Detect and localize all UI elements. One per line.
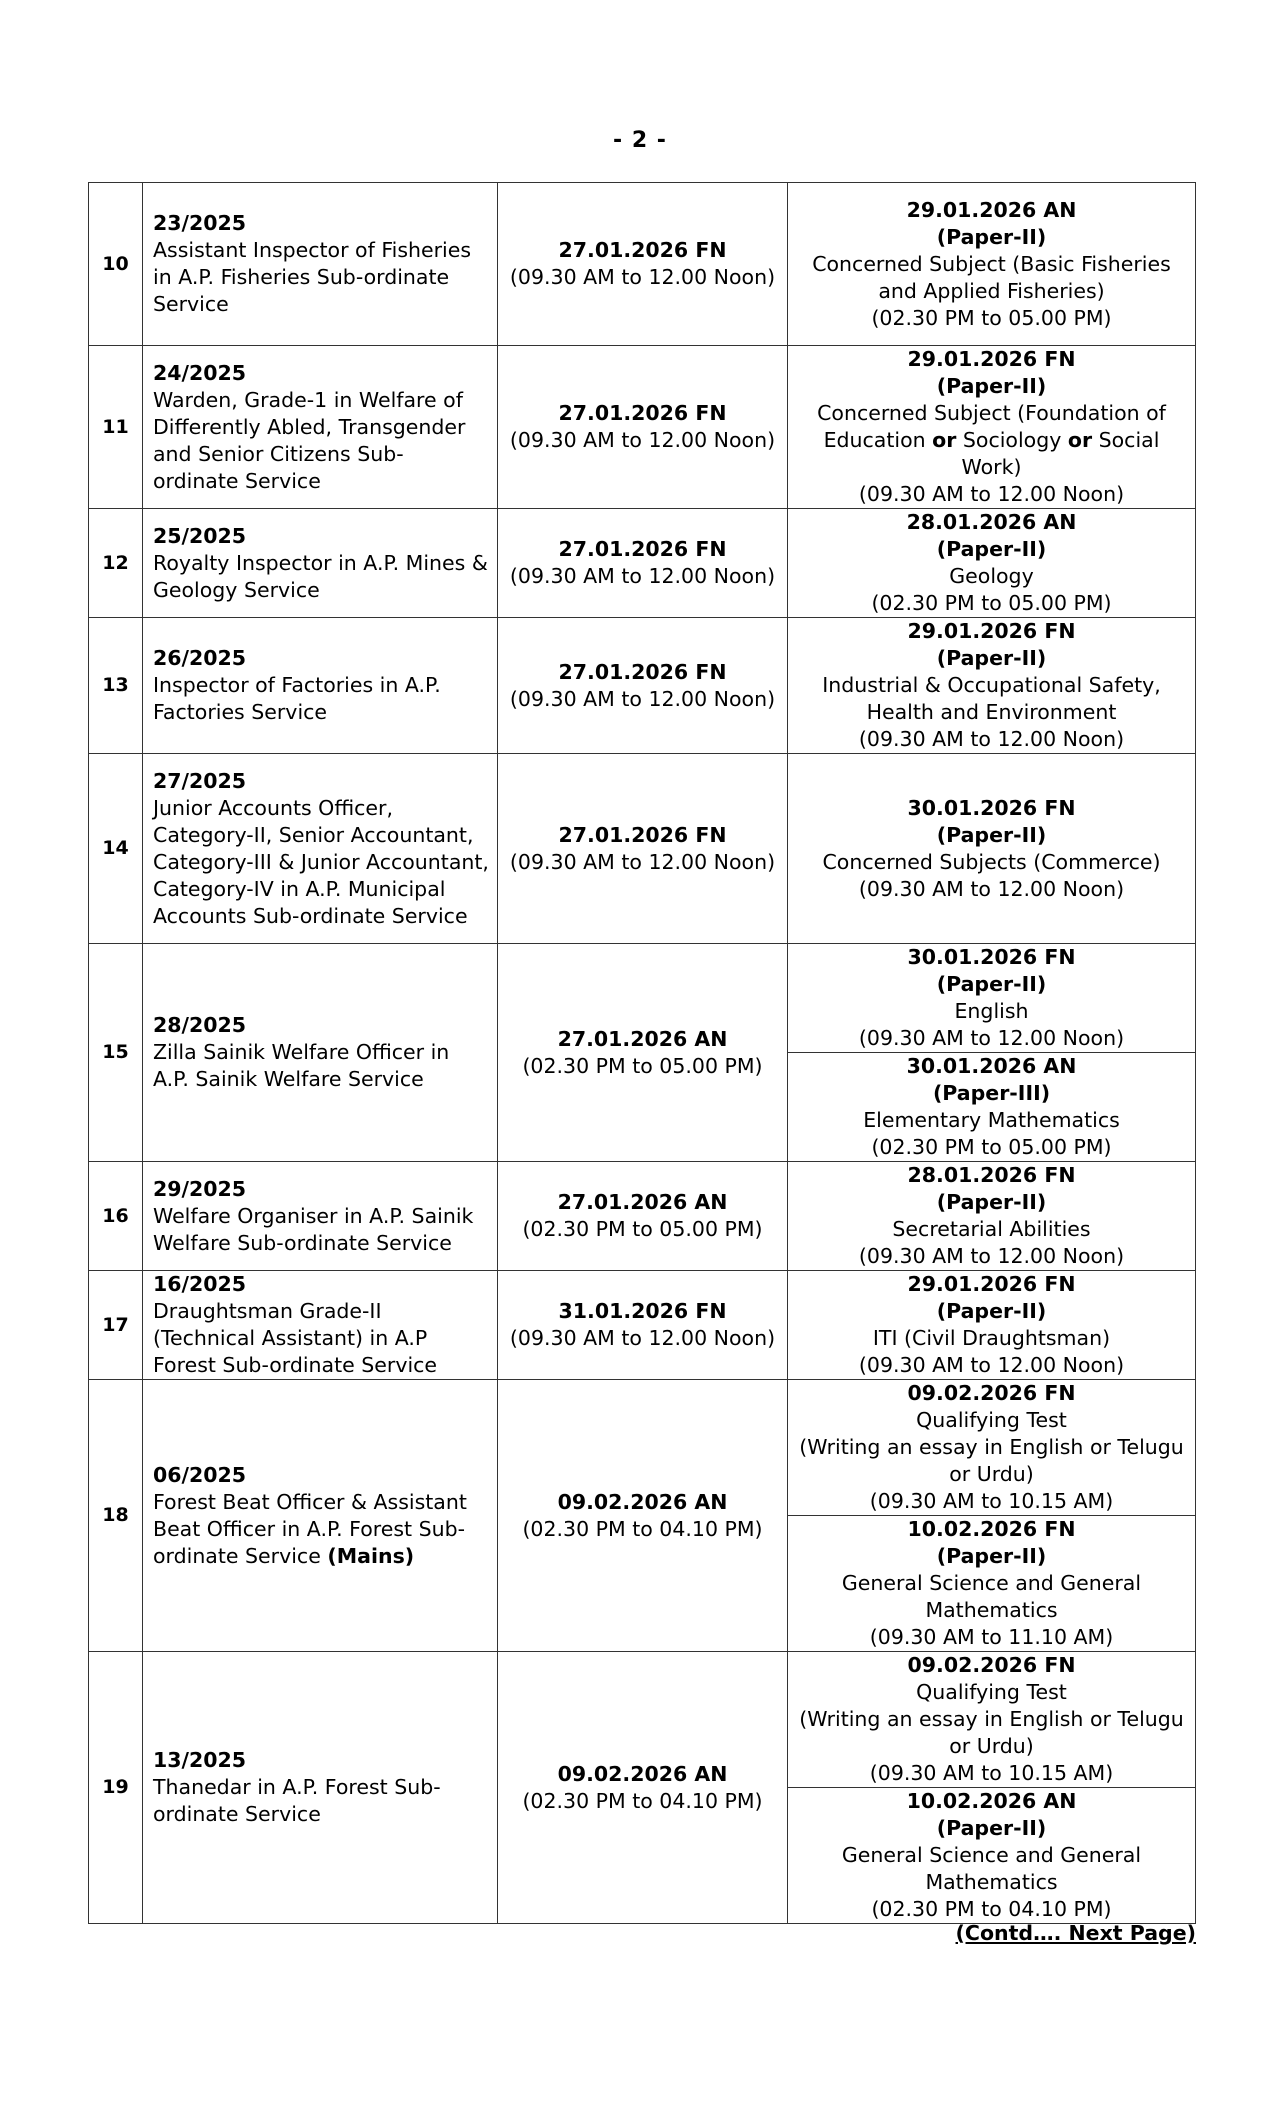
screening-test-cell (498, 1271, 788, 1380)
post-name: Draughtsman Grade-II (Technical Assistant) in A.P Forest Sub-ordinate Service (153, 1299, 438, 1377)
mains-paper: Qualifying Test (916, 1408, 1067, 1432)
exam-schedule-table (88, 182, 1196, 1924)
screening-test-cell (498, 1162, 788, 1271)
notification-number: 06/2025 (153, 1462, 247, 1487)
prelim-date: 27.01.2026 AN (557, 1190, 728, 1214)
mains-time: (09.30 AM to 12.00 Noon) (858, 727, 1125, 751)
post-suffix: (Mains) (327, 1543, 415, 1568)
table-row (89, 618, 1196, 754)
mains-paper: (Paper-II) (936, 1816, 1047, 1840)
prelim-time: (09.30 AM to 12.00 Noon) (509, 1326, 776, 1350)
mains-paper: (Paper-II) (936, 374, 1047, 398)
mains-date: 29.01.2026 FN (907, 347, 1076, 371)
mains-paper: (Paper-II) (936, 972, 1047, 996)
main-exam-cell (788, 1162, 1196, 1271)
mains-date: 30.01.2026 FN (907, 795, 1076, 820)
serial-number: 10 (89, 183, 143, 346)
serial-number: 19 (89, 1652, 143, 1924)
serial-number: 17 (89, 1271, 143, 1380)
post-name: Royalty Inspector in A.P. Mines & Geology Service (153, 550, 488, 602)
serial-number: 15 (89, 944, 143, 1162)
continued-note: (Contd…. Next Page) (955, 1921, 1196, 1945)
screening-test-cell (498, 509, 788, 618)
table-row (89, 754, 1196, 944)
mains-date: 30.01.2026 FN (907, 945, 1076, 969)
mains-date: 09.02.2026 FN (907, 1653, 1076, 1677)
mains-paper: (Paper-II) (936, 1299, 1047, 1323)
table-row (89, 183, 1196, 346)
post-name: Forest Beat Officer & Assistant Beat Officer in A.P. Forest Sub-ordinate Service (153, 1489, 467, 1568)
mains-time: (02.30 PM to 05.00 PM) (871, 1135, 1112, 1159)
post-cell (143, 1380, 498, 1652)
post-cell (143, 183, 498, 346)
prelim-time: (09.30 AM to 12.00 Noon) (509, 564, 776, 588)
mains-subject: ITI (Civil Draughtsman) (872, 1326, 1111, 1350)
prelim-time: (02.30 PM to 04.10 PM) (522, 1788, 763, 1813)
serial-number: 13 (89, 618, 143, 754)
main-exam-cell (788, 346, 1196, 509)
prelim-date: 27.01.2026 FN (558, 659, 727, 684)
mains-paper: (Paper-II) (936, 822, 1047, 847)
mains-time: (09.30 AM to 12.00 Noon) (858, 1244, 1125, 1268)
main-exam-cell (788, 1380, 1196, 1516)
mains-paper: (Paper-II) (936, 1190, 1047, 1214)
subject-part: Concerned Subject (Foundation of Education (817, 401, 1166, 452)
mains-date: 30.01.2026 AN (906, 1054, 1077, 1078)
post-name: Junior Accounts Officer, Category-II, Senior Accountant, Category-III & Junior Accountant, Category-IV in A.P. Municipal Accounts Sub-ordinate Service (153, 795, 489, 928)
mains-time: (09.30 AM to 12.00 Noon) (858, 1353, 1125, 1377)
prelim-time: (09.30 AM to 12.00 Noon) (509, 265, 776, 289)
screening-test-cell (498, 944, 788, 1162)
mains-paper: (Paper-II) (936, 537, 1047, 561)
notification-number: 24/2025 (153, 360, 247, 385)
main-exam-cell (788, 754, 1196, 944)
mains-paper: (Paper-II) (936, 1544, 1047, 1568)
prelim-date: 27.01.2026 FN (558, 537, 727, 561)
mains-subject: General Science and General Mathematics (841, 1843, 1142, 1894)
table-row (89, 1380, 1196, 1516)
table-row (89, 509, 1196, 618)
mains-date: 29.01.2026 FN (907, 1272, 1076, 1296)
mains-date: 09.02.2026 FN (907, 1381, 1076, 1405)
prelim-date: 27.01.2026 FN (558, 401, 727, 425)
prelim-time: (09.30 AM to 12.00 Noon) (509, 849, 776, 874)
subject-part: Social Work) (961, 428, 1160, 479)
main-exam-cell (788, 183, 1196, 346)
post-cell (143, 509, 498, 618)
or-separator: or (1067, 428, 1093, 452)
post-cell (143, 1271, 498, 1380)
mains-time: (02.30 PM to 05.00 PM) (871, 305, 1112, 330)
mains-paper: (Paper-II) (936, 646, 1047, 670)
notification-number: 16/2025 (153, 1272, 247, 1296)
prelim-date: 27.01.2026 AN (557, 1026, 728, 1051)
post-cell (143, 1162, 498, 1271)
post-name: Welfare Organiser in A.P. Sainik Welfare Sub-ordinate Service (153, 1203, 474, 1255)
notification-number: 29/2025 (153, 1176, 247, 1201)
main-exam-cell (788, 1516, 1196, 1652)
mains-subject: English (954, 999, 1029, 1023)
notification-number: 28/2025 (153, 1013, 247, 1037)
notification-number: 23/2025 (153, 211, 247, 235)
prelim-date: 31.01.2026 FN (558, 1299, 727, 1323)
mains-subject: (Writing an essay in English or Telugu or Urdu) (799, 1435, 1184, 1486)
post-cell (143, 346, 498, 509)
table-row (89, 1652, 1196, 1788)
mains-subject: Concerned Subjects (Commerce) (822, 849, 1161, 874)
mains-time: (09.30 AM to 11.10 AM) (869, 1625, 1114, 1649)
mains-date: 29.01.2026 FN (907, 619, 1076, 643)
table-row (89, 1162, 1196, 1271)
screening-test-cell (498, 754, 788, 944)
main-exam-cell (788, 509, 1196, 618)
mains-paper: (Paper-II) (936, 224, 1047, 249)
post-name: Warden, Grade-1 in Welfare of Differently Abled, Transgender and Senior Citizens Sub-ordinate Service (153, 387, 466, 493)
post-name: Thanedar in A.P. Forest Sub-ordinate Service (153, 1775, 441, 1826)
mains-time: (09.30 AM to 12.00 Noon) (858, 482, 1125, 506)
mains-date: 10.02.2026 AN (906, 1789, 1077, 1813)
table-row (89, 1271, 1196, 1380)
mains-subject: Concerned Subject (Basic Fisheries and Applied Fisheries) (812, 251, 1171, 303)
serial-number: 14 (89, 754, 143, 944)
subject-part: Sociology (962, 428, 1062, 452)
prelim-time: (02.30 PM to 05.00 PM) (522, 1217, 763, 1241)
mains-date: 10.02.2026 FN (907, 1517, 1076, 1541)
prelim-time: (02.30 PM to 04.10 PM) (522, 1516, 763, 1541)
mains-time: (02.30 PM to 05.00 PM) (871, 591, 1112, 615)
mains-time: (09.30 AM to 10.15 AM) (869, 1761, 1114, 1785)
mains-time: (02.30 PM to 04.10 PM) (871, 1897, 1112, 1921)
mains-date: 28.01.2026 FN (907, 1163, 1076, 1187)
screening-test-cell (498, 1380, 788, 1652)
notification-number: 13/2025 (153, 1748, 247, 1772)
mains-date: 29.01.2026 AN (906, 197, 1077, 222)
notification-number: 26/2025 (153, 646, 247, 670)
mains-subject: Elementary Mathematics (863, 1108, 1120, 1132)
main-exam-cell (788, 618, 1196, 754)
notification-number: 27/2025 (153, 768, 247, 793)
prelim-time: (09.30 AM to 12.00 Noon) (509, 428, 776, 452)
post-name: Inspector of Factories in A.P. Factories Service (153, 673, 441, 724)
mains-subject: General Science and General Mathematics (841, 1571, 1142, 1622)
mains-paper: Qualifying Test (916, 1680, 1067, 1704)
main-exam-cell (788, 1271, 1196, 1380)
post-cell (143, 1652, 498, 1924)
post-name: Zilla Sainik Welfare Officer in A.P. Sainik Welfare Service (153, 1040, 450, 1091)
main-exam-cell (788, 1053, 1196, 1162)
screening-test-cell (498, 618, 788, 754)
prelim-date: 09.02.2026 AN (557, 1489, 728, 1514)
mains-subject (792, 400, 1191, 481)
screening-test-cell (498, 346, 788, 509)
post-name: Assistant Inspector of Fisheries in A.P. Fisheries Sub-ordinate Service (153, 238, 472, 316)
prelim-date: 27.01.2026 FN (558, 238, 727, 262)
or-separator: or (932, 428, 957, 452)
main-exam-cell (788, 1652, 1196, 1788)
mains-time: (09.30 AM to 12.00 Noon) (858, 1026, 1125, 1050)
screening-test-cell (498, 1652, 788, 1924)
mains-subject: (Writing an essay in English or Telugu or Urdu) (799, 1707, 1184, 1758)
mains-date: 28.01.2026 AN (906, 510, 1077, 534)
prelim-date: 09.02.2026 AN (557, 1761, 728, 1786)
serial-number: 11 (89, 346, 143, 509)
table-row (89, 944, 1196, 1053)
post-cell (143, 618, 498, 754)
mains-subject: Industrial & Occupational Safety, Health and Environment (822, 673, 1161, 724)
post-cell (143, 754, 498, 944)
prelim-date: 27.01.2026 FN (558, 822, 727, 847)
page-number: - 2 - (613, 128, 667, 153)
prelim-time: (02.30 PM to 05.00 PM) (522, 1053, 763, 1078)
mains-time: (09.30 AM to 12.00 Noon) (858, 876, 1125, 901)
serial-number: 18 (89, 1380, 143, 1652)
serial-number: 12 (89, 509, 143, 618)
mains-subject: Secretarial Abilities (892, 1217, 1091, 1241)
post-cell (143, 944, 498, 1162)
mains-subject: Geology (949, 564, 1034, 588)
serial-number: 16 (89, 1162, 143, 1271)
main-exam-cell (788, 1788, 1196, 1924)
screening-test-cell (498, 183, 788, 346)
mains-time: (09.30 AM to 10.15 AM) (869, 1489, 1114, 1513)
table-row (89, 346, 1196, 509)
main-exam-cell (788, 944, 1196, 1053)
prelim-time: (09.30 AM to 12.00 Noon) (509, 686, 776, 711)
notification-number: 25/2025 (153, 523, 247, 548)
mains-paper: (Paper-III) (932, 1081, 1051, 1105)
